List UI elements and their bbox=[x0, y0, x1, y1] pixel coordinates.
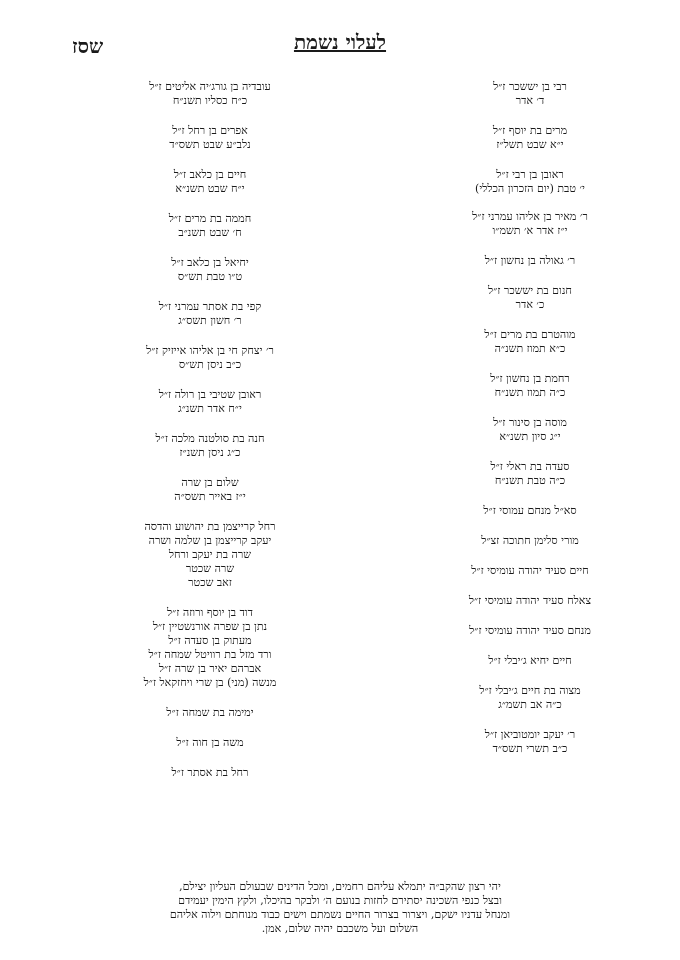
memorial-name: ר׳ יצחק חי בן אליהו אייזיק ז״ל bbox=[146, 344, 274, 357]
memorial-entry bbox=[430, 624, 630, 638]
memorial-entry bbox=[430, 124, 630, 152]
memorial-line: נלב״ע שבט תשס״ד bbox=[169, 138, 251, 151]
memorial-entry bbox=[100, 344, 320, 372]
memorial-entry bbox=[430, 504, 630, 518]
memorial-line: כ״ה אב תשמ״ג bbox=[498, 698, 562, 711]
memorial-entry bbox=[430, 284, 630, 312]
memorial-line: י״ז באייר תשס״ה bbox=[174, 490, 246, 503]
memorial-entry bbox=[100, 706, 320, 720]
memorial-line: כ״ה טבת תשנ״ח bbox=[494, 474, 566, 487]
memorial-line: כ״ב תשרי תשס״ד bbox=[492, 742, 568, 755]
memorial-line: ט״ו טבת תש״ס bbox=[177, 270, 243, 283]
memorial-name: ר׳ גאולה בן נחשון ז״ל bbox=[484, 254, 576, 267]
memorial-line: י״ח אדר תשנ״ג bbox=[178, 402, 242, 415]
memorial-name: מוסה בן סינור ז״ל bbox=[493, 416, 567, 429]
memorial-name: מוהטרם בת מרים ז״ל bbox=[484, 328, 576, 341]
memorial-column-right bbox=[430, 80, 630, 756]
memorial-name: רחל קרייצמן בת יהושוע והדסה bbox=[144, 520, 276, 533]
memorial-line: יעקב קרייצמן בן שלמה ושרה bbox=[148, 534, 272, 547]
memorial-entry bbox=[430, 534, 630, 548]
memorial-name: חיים יחיא ג׳יבלי ז״ל bbox=[488, 654, 572, 667]
memorial-entry bbox=[430, 594, 630, 608]
memorial-entry bbox=[430, 728, 630, 756]
memorial-name: קפי בת אסתר עמרני ז״ל bbox=[158, 300, 262, 313]
memorial-name: חנה בת סולטנה מלכה ז״ל bbox=[155, 432, 265, 445]
memorial-column-left bbox=[100, 80, 320, 780]
memorial-name: מצוה בת חיים ג׳יבלי ז״ל bbox=[479, 684, 581, 697]
memorial-entry bbox=[100, 300, 320, 328]
memorial-line: כ״ה תמוז תשנ״ח bbox=[494, 386, 566, 399]
memorial-entry bbox=[430, 372, 630, 400]
memorial-name: ר׳ מאיר בן אליהו עמרני ז״ל bbox=[472, 210, 588, 223]
memorial-line: ורד מזל בת רוויטל שמחה ז״ל bbox=[148, 648, 272, 661]
memorial-name: ראובן בן רבי ז״ל bbox=[496, 168, 564, 181]
memorial-line: י׳ טבת (יום הזכרון הכללי) bbox=[475, 182, 585, 195]
memorial-name: סא״ל מנחם עמוסי ז״ל bbox=[483, 504, 577, 517]
memorial-entry bbox=[100, 766, 320, 780]
memorial-entry bbox=[100, 432, 320, 460]
memorial-entry bbox=[100, 520, 320, 590]
memorial-name: חיים סעיד יהודה עומיסי ז״ל bbox=[471, 564, 589, 577]
memorial-entry bbox=[430, 654, 630, 668]
memorial-name: רחל בת אסתר ז״ל bbox=[171, 766, 249, 779]
memorial-line: י״ז אדר א׳ תשמ״ו bbox=[492, 224, 568, 237]
memorial-line: כ׳ אדר bbox=[515, 298, 545, 311]
memorial-name: סעדה בת ראלי ז״ל bbox=[490, 460, 570, 473]
prayer-line: השלום ועל משכבם יהיה שלום, אמן. bbox=[261, 922, 419, 935]
memorial-name: חנום בת יששכר ז״ל bbox=[488, 284, 572, 297]
memorial-name: רבי בן יששכר ז״ל bbox=[493, 80, 567, 93]
page-number: שסז bbox=[72, 34, 104, 58]
memorial-line: שרה בת יעקב ורחל bbox=[168, 548, 252, 561]
memorial-entry bbox=[100, 476, 320, 504]
memorial-name: מורי סלימן חתוכה זצ״ל bbox=[481, 534, 579, 547]
memorial-entry bbox=[100, 256, 320, 284]
memorial-name: אפרים בן רחל ז״ל bbox=[172, 124, 248, 137]
memorial-entry bbox=[100, 388, 320, 416]
memorial-entry bbox=[100, 168, 320, 196]
memorial-name: רחמת בן נחשון ז״ל bbox=[490, 372, 570, 385]
memorial-entry bbox=[100, 80, 320, 108]
memorial-line: שרה שכטר bbox=[185, 562, 235, 575]
memorial-name: מרים בת יוסף ז״ל bbox=[492, 124, 568, 137]
memorial-entry bbox=[100, 736, 320, 750]
memorial-name: ר׳ יעקב יומטוביאן ז״ל bbox=[484, 728, 576, 741]
memorial-entry bbox=[430, 254, 630, 268]
memorial-entry bbox=[100, 606, 320, 690]
memorial-line: ד׳ אדר bbox=[515, 94, 545, 107]
memorial-entry bbox=[430, 210, 630, 238]
memorial-name: דוד בן יוסף ורוזה ז״ל bbox=[167, 606, 253, 619]
memorial-line: כ״ג ניסן תשנ״ז bbox=[179, 446, 241, 459]
memorial-entry bbox=[430, 684, 630, 712]
memorial-line: כ״ח כסליו תשנ״ח bbox=[172, 94, 248, 107]
memorial-line: זאב שכטר bbox=[188, 576, 232, 589]
memorial-line: י״ג סיון תשנ״א bbox=[499, 430, 561, 443]
memorial-line: י״א שבט תשל״ז bbox=[496, 138, 564, 151]
memorial-name: יחיאל בן כלאב ז״ל bbox=[171, 256, 249, 269]
memorial-name: עובדיה בן גורג׳יה אליטים ז״ל bbox=[149, 80, 271, 93]
memorial-prayer bbox=[0, 880, 680, 936]
page-title: לעלוי נשמת bbox=[293, 30, 387, 54]
memorial-name: צאלח סעיד יהודה עומיסי ז״ל bbox=[468, 594, 592, 607]
memorial-name: ימימה בת שמחה ז״ל bbox=[166, 706, 254, 719]
memorial-entry bbox=[430, 168, 630, 196]
memorial-name: שלום בן שרה bbox=[181, 476, 239, 489]
memorial-name: משה בן חוה ז״ל bbox=[176, 736, 244, 749]
memorial-entry bbox=[100, 212, 320, 240]
memorial-name: חיים בן כלאב ז״ל bbox=[173, 168, 247, 181]
memorial-line: מנשה (מני) בן שרי ויחזקאל ז״ל bbox=[143, 676, 277, 689]
memorial-line: נתן בן שפרה אורנשטיין ז״ל bbox=[152, 620, 268, 633]
memorial-entry bbox=[430, 80, 630, 108]
memorial-line: י״ח שבט תשנ״א bbox=[175, 182, 245, 195]
memorial-entry bbox=[430, 416, 630, 444]
memorial-line: מעתוק בן סעדה ז״ל bbox=[168, 634, 252, 647]
prayer-line: ומנחל עדניו ישקם, ויצרור בצרור החיים נשמתם וישים כבוד מנוחתם וילוה אליהם bbox=[169, 908, 511, 921]
memorial-line: כ״ב ניסן תש״ס bbox=[178, 358, 242, 371]
memorial-line: אברהם יאיר בן שרה ז״ל bbox=[158, 662, 262, 675]
memorial-line: ח׳ שבט תשנ״ב bbox=[178, 226, 242, 239]
memorial-name: ראובן שטיבי בן רולה ז״ל bbox=[158, 388, 262, 401]
memorial-entry bbox=[430, 328, 630, 356]
memorial-entry bbox=[100, 124, 320, 152]
memorial-line: ר׳ חשון תשס״ג bbox=[178, 314, 242, 327]
memorial-entry bbox=[430, 564, 630, 578]
prayer-line: ובצל כנפי השכינה יסתירם לחזות בנועם ה׳ ולבקר בהיכלו, ולקץ הימין יעמידם bbox=[178, 894, 502, 907]
memorial-entry bbox=[430, 460, 630, 488]
memorial-line: כ״א תמוז תשנ״ה bbox=[494, 342, 566, 355]
memorial-name: מנחם סעיד יהודה עומיסי ז״ל bbox=[469, 624, 591, 637]
memorial-name: חממה בת מרים ז״ל bbox=[168, 212, 252, 225]
prayer-line: יהי רצון שהקב״ה יתמלא עליהם רחמים, ומכל הדינים שבעולם העליון יצילם, bbox=[179, 880, 501, 893]
